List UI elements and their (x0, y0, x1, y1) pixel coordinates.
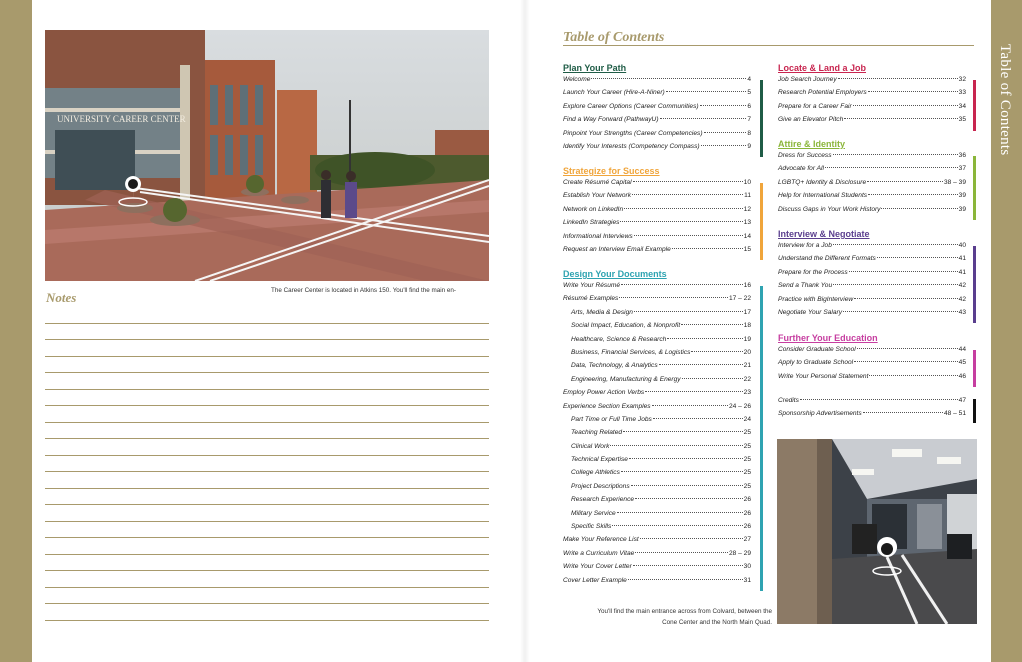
toc-entry[interactable] (563, 282, 751, 295)
toc-leader-dots (867, 181, 943, 182)
note-line[interactable] (45, 571, 489, 588)
toc-entry-page: 37 (958, 165, 966, 173)
toc-entry[interactable] (563, 179, 751, 192)
toc-entry-page: 17 (743, 308, 751, 316)
toc-leader-dots (635, 552, 728, 553)
note-line[interactable] (45, 423, 489, 440)
toc-entry[interactable] (563, 536, 751, 549)
toc-leader-dots (591, 78, 746, 79)
toc-entry[interactable] (563, 456, 751, 469)
side-tab-label: Table of Contents (997, 44, 1013, 156)
notes-title: Notes (46, 290, 77, 305)
toc-entry-page: 41 (958, 268, 966, 276)
note-line[interactable] (45, 324, 489, 341)
toc-entry[interactable] (778, 152, 966, 165)
toc-entry-page: 39 (958, 205, 966, 213)
toc-entry-label: Advocate for All (778, 165, 824, 173)
toc-entry[interactable] (563, 309, 751, 322)
note-line[interactable] (45, 472, 489, 489)
photo-caption-left: The Career Center is located in Atkins 150. You'll find the main en- (271, 287, 456, 294)
toc-entry-page: 45 (958, 359, 966, 367)
toc-section-title[interactable]: Interview & Negotiate (778, 229, 870, 239)
toc-leader-dots (633, 565, 743, 566)
toc-entry[interactable] (563, 523, 751, 536)
toc-section-color-bar (760, 183, 763, 260)
toc-leader-dots (869, 375, 957, 376)
toc-leader-dots (635, 498, 743, 499)
toc-section-color-bar (973, 80, 976, 131)
note-line[interactable] (45, 604, 489, 621)
toc-entry-label: Pinpoint Your Strengths (Career Competencies) (563, 129, 703, 137)
toc-entry[interactable] (778, 309, 966, 322)
toc-entry[interactable] (563, 219, 751, 232)
toc-entry-label: Sponsorship Advertisements (778, 410, 862, 418)
toc-leader-dots (833, 154, 958, 155)
toc-entry-page: 21 (743, 362, 751, 370)
note-line[interactable] (45, 373, 489, 390)
toc-entry-page: 12 (743, 205, 751, 213)
toc-entry[interactable] (778, 76, 966, 89)
toc-entry-label: Arts, Media & Design (571, 308, 633, 316)
toc-leader-dots (666, 91, 747, 92)
toc-entry-label: Informational Interviews (563, 232, 633, 240)
toc-section-title[interactable]: Attire & Identity (778, 139, 846, 149)
toc-section-color-bar (973, 156, 976, 220)
note-line[interactable] (45, 505, 489, 522)
toc-entry-label: Establish Your Network (563, 192, 632, 200)
toc-leader-dots (843, 311, 958, 312)
toc-entry-page: 33 (958, 89, 966, 97)
toc-entry-page: 13 (743, 219, 751, 227)
toc-leader-dots (833, 284, 958, 285)
toc-entry-page: 39 (958, 192, 966, 200)
toc-entry[interactable] (563, 550, 751, 563)
caption-line: Cone Center and the North Main Quad. (662, 619, 772, 626)
toc-section-color-bar (973, 350, 976, 387)
toc-leader-dots (621, 471, 743, 472)
toc-leader-dots (634, 311, 743, 312)
toc-leader-dots (619, 297, 728, 298)
toc-entry[interactable] (778, 103, 966, 116)
toc-entry[interactable] (563, 416, 751, 429)
toc-entry[interactable] (563, 116, 751, 129)
toc-leader-dots (617, 512, 743, 513)
toc-entry-label: Employ Power Action Verbs (563, 389, 645, 397)
note-line[interactable] (45, 439, 489, 456)
toc-leader-dots (854, 361, 958, 362)
toc-entry[interactable] (563, 577, 751, 590)
toc-entry[interactable] (563, 403, 751, 416)
toc-entry[interactable] (778, 269, 966, 282)
toc-entry-page: 35 (958, 116, 966, 124)
toc-entry-label: Consider Graduate School (778, 346, 856, 353)
toc-leader-dots (833, 244, 958, 245)
toc-entry-label: Engineering, Manufacturing & Energy (571, 375, 681, 383)
toc-section (778, 333, 966, 386)
toc-entry-page: 25 (743, 429, 751, 437)
toc-entry-label: Cover Letter Example (563, 576, 627, 584)
toc-entry-page: 22 (743, 375, 751, 383)
toc-entry-page: 25 (743, 442, 751, 450)
toc-entry[interactable] (563, 192, 751, 205)
toc-entry-label: Apply to Graduate School (778, 359, 854, 367)
toc-entry-label: Résumé Examples (563, 295, 619, 303)
toc-section-title[interactable]: Design Your Documents (563, 269, 667, 279)
toc-entry[interactable] (778, 206, 966, 219)
toc-entry-page: 23 (743, 389, 751, 397)
toc-entry[interactable] (563, 510, 751, 523)
toc-entry-label: Prepare for the Process (778, 268, 848, 276)
toc-entry-label: Part Time or Full Time Jobs (571, 415, 652, 423)
toc-section-title[interactable]: Locate & Land a Job (778, 63, 867, 73)
toc-leader-dots (682, 378, 743, 379)
toc-entry-label: Dress for Success (778, 152, 832, 159)
toc-entry-label: Create Résumé Capital (563, 179, 632, 186)
toc-entry[interactable] (778, 192, 966, 205)
toc-entry[interactable] (563, 389, 751, 402)
toc-entry-label: Teaching Related (571, 429, 623, 437)
toc-entry-page: 26 (743, 509, 751, 517)
toc-entry-page: 19 (743, 335, 751, 343)
toc-section-color-bar (760, 286, 763, 591)
toc-entry-label: Research Potential Employers (778, 89, 867, 97)
toc-leader-dots (660, 118, 747, 119)
note-line[interactable] (45, 522, 489, 539)
toc-entry-page: 4 (747, 76, 751, 83)
toc-entry[interactable] (563, 103, 751, 116)
toc-entry[interactable] (563, 469, 751, 482)
toc-entry-label: Data, Technology, & Analytics (571, 362, 658, 370)
toc-entry[interactable] (563, 295, 751, 308)
note-line[interactable] (45, 538, 489, 555)
toc-entry-page: 5 (747, 89, 751, 97)
toc-entry[interactable] (778, 179, 966, 192)
toc-leader-dots (632, 194, 743, 195)
toc-entry-page: 30 (743, 563, 751, 571)
toc-leader-dots (667, 338, 742, 339)
toc-entry-page: 14 (743, 232, 751, 240)
toc-leader-dots (691, 351, 742, 352)
toc-leader-dots (623, 431, 743, 432)
toc-entry-page: 25 (743, 469, 751, 477)
toc-entry[interactable] (563, 362, 751, 375)
toc-entry[interactable] (563, 496, 751, 509)
toc-leader-dots (868, 194, 958, 195)
toc-entry-page: 11 (744, 192, 751, 200)
toc-entry-page: 24 – 26 (729, 402, 751, 410)
toc-entry[interactable] (778, 397, 966, 410)
toc-entry-page: 26 (743, 523, 751, 531)
toc-entry-label: Network on LinkedIn (563, 205, 624, 213)
toc-entry-label: Help for International Students (778, 192, 868, 200)
toc-entry[interactable] (778, 116, 966, 129)
toc-entry-page: 36 (958, 152, 966, 159)
photo-caption-right (520, 606, 772, 628)
toc-entry-page: 17 – 22 (729, 295, 751, 303)
toc-section-title[interactable]: Further Your Education (778, 333, 878, 343)
toc-entry[interactable] (778, 359, 966, 372)
toc-entry[interactable] (778, 165, 966, 178)
notes-lines (45, 307, 489, 621)
career-center-exterior-photo (45, 30, 489, 281)
note-line[interactable] (45, 390, 489, 407)
note-line[interactable] (45, 307, 489, 324)
toc-leader-dots (704, 132, 747, 133)
side-tab[interactable] (991, 0, 1022, 662)
toc-leader-dots (624, 208, 743, 209)
toc-entry-page: 46 (958, 372, 966, 380)
toc-entry-page: 6 (747, 102, 751, 110)
note-line[interactable] (45, 340, 489, 357)
toc-leader-dots (854, 298, 958, 299)
toc-entry-label: Negotiate Your Salary (778, 308, 843, 316)
toc-entry-label: Identify Your Interests (Competency Compass) (563, 142, 700, 150)
building-sign: UNIVERSITY CAREER CENTER (57, 114, 186, 124)
toc-leader-dots (631, 485, 743, 486)
toc-entry-page: 20 (743, 348, 751, 356)
toc-entry-label: Interview for a Job (778, 242, 832, 249)
toc-entry[interactable] (563, 563, 751, 576)
toc-entry[interactable] (563, 429, 751, 442)
toc-entry[interactable] (778, 242, 966, 255)
toc-leader-dots (800, 399, 958, 400)
toc-entry[interactable] (778, 89, 966, 102)
toc-entry-label: Specific Skills (571, 523, 612, 531)
toc-entry[interactable] (563, 89, 751, 102)
toc-leader-dots (868, 91, 958, 92)
toc-entry-label: LinkedIn Strategies (563, 219, 620, 227)
toc-leader-dots (857, 348, 958, 349)
toc-leader-dots (863, 412, 943, 413)
toc-entry[interactable] (563, 206, 751, 219)
toc-leader-dots (659, 364, 743, 365)
toc-entry-label: Technical Expertise (571, 456, 628, 464)
toc-leader-dots (853, 105, 958, 106)
toc-entry-label: Clinical Work (571, 442, 610, 450)
toc-entry-page: 25 (743, 456, 751, 464)
toc-entry-label: Write Your Personal Statement (778, 372, 869, 380)
toc-section-title[interactable]: Strategize for Success (563, 166, 660, 176)
toc-section (778, 229, 966, 322)
toc-entry[interactable] (563, 130, 751, 143)
toc-entry-label: Practice with BigInterview (778, 295, 854, 303)
note-line[interactable] (45, 588, 489, 605)
toc-entry[interactable] (778, 296, 966, 309)
toc-entry-label: College Athletics (571, 469, 620, 477)
toc-entry-page: 34 (958, 102, 966, 110)
toc-entry-label: Military Service (571, 509, 616, 517)
toc-entry[interactable] (563, 483, 751, 496)
toc-entry-label: Understand the Different Formats (778, 255, 876, 263)
toc-entry[interactable] (563, 336, 751, 349)
toc-leader-dots (844, 118, 957, 119)
toc-entry[interactable] (563, 376, 751, 389)
toc-entry-label: Write Your Résumé (563, 282, 621, 289)
toc-entry-label: Prepare for a Career Fair (778, 102, 852, 110)
caption-line: You'll find the main entrance across from Colvard, between the (597, 608, 772, 615)
toc-entry-label: Explore Career Options (Career Communities) (563, 102, 699, 110)
toc-entry[interactable] (563, 349, 751, 362)
toc-leader-dots (700, 105, 747, 106)
toc-section (778, 63, 966, 130)
toc-entry-page: 18 (743, 322, 751, 330)
toc-title-rule (563, 45, 974, 46)
toc-entry-label: Give an Elevator Pitch (778, 116, 844, 124)
toc-leader-dots (610, 445, 742, 446)
toc-entry-page: 27 (743, 536, 751, 544)
career-center-interior-photo (777, 439, 977, 624)
toc-entry-page: 43 (958, 308, 966, 316)
toc-entry-label: LGBTQ+ Identity & Disclosure (778, 178, 867, 186)
toc-leader-dots (881, 208, 957, 209)
note-line[interactable] (45, 357, 489, 374)
toc-leader-dots (681, 324, 742, 325)
toc-entry-page: 42 (958, 295, 966, 303)
toc-entry-page: 25 (743, 482, 751, 490)
toc-entry-label: Write Your Cover Letter (563, 563, 632, 571)
toc-entry-page: 40 (958, 242, 966, 249)
toc-entry-page: 9 (747, 142, 751, 150)
note-line[interactable] (45, 555, 489, 572)
toc-entry-label: Business, Financial Services, & Logistics (571, 348, 691, 356)
toc-entry-page: 10 (743, 179, 751, 186)
toc-section (778, 397, 966, 424)
toc-section (778, 139, 966, 219)
toc-entry-label: Research Experience (571, 496, 635, 504)
toc-entry-label: Healthcare, Science & Research (571, 335, 667, 343)
toc-entry[interactable] (778, 255, 966, 268)
toc-entry-page: 44 (958, 346, 966, 353)
toc-entry-page: 32 (958, 76, 966, 83)
toc-section-color-bar (973, 246, 976, 323)
toc-entry[interactable] (563, 143, 751, 156)
book-spine (520, 0, 530, 662)
toc-entry-label: Social Impact, Education, & Nonprofit (571, 322, 681, 330)
toc-leader-dots (633, 181, 743, 182)
toc-leader-dots (825, 167, 958, 168)
toc-leader-dots (629, 458, 743, 459)
toc-leader-dots (838, 78, 958, 79)
toc-entry-page: 28 – 29 (729, 549, 751, 557)
toc-entry-page: 42 (958, 282, 966, 290)
toc-entry[interactable] (778, 346, 966, 359)
toc-entry-label: Find a Way Forward (PathwayU) (563, 116, 659, 124)
toc-entry-page: 16 (743, 282, 751, 289)
toc-entry-page: 48 – 51 (944, 410, 966, 418)
toc-entry[interactable] (563, 443, 751, 456)
toc-section (563, 269, 751, 590)
toc-entry-page: 26 (743, 496, 751, 504)
toc-entry-page: 38 – 39 (944, 178, 966, 186)
toc-section-color-bar (760, 80, 763, 157)
toc-entry-label: Make Your Reference List (563, 536, 639, 544)
toc-entry[interactable] (778, 282, 966, 295)
note-line[interactable] (45, 489, 489, 506)
toc-title: Table of Contents (563, 30, 665, 45)
toc-entry-page: 15 (743, 245, 751, 253)
toc-entry-label: Job Search Journey (778, 76, 837, 83)
toc-section-title[interactable]: Plan Your Path (563, 63, 627, 73)
toc-leader-dots (645, 391, 742, 392)
toc-entry-page: 8 (747, 129, 751, 137)
toc-section (563, 63, 751, 156)
toc-entry-label: Welcome (563, 76, 591, 83)
toc-leader-dots (620, 221, 742, 222)
toc-leader-dots (652, 405, 728, 406)
toc-leader-dots (640, 538, 743, 539)
toc-leader-dots (634, 235, 743, 236)
toc-entry-label: Credits (778, 397, 799, 404)
toc-entry[interactable] (563, 246, 751, 259)
toc-entry-page: 41 (958, 255, 966, 263)
toc-entry-page: 24 (743, 415, 751, 423)
toc-section-color-bar (973, 399, 976, 423)
toc-entry[interactable] (778, 410, 966, 423)
toc-leader-dots (701, 145, 747, 146)
toc-leader-dots (672, 248, 743, 249)
toc-entry-label: Experience Section Examples (563, 402, 651, 410)
toc-entry[interactable] (563, 322, 751, 335)
toc-entry-label: Project Descriptions (571, 482, 630, 490)
toc-leader-dots (612, 525, 742, 526)
toc-section (563, 166, 751, 259)
toc-leader-dots (849, 271, 958, 272)
toc-entry[interactable] (778, 373, 966, 386)
note-line[interactable] (45, 456, 489, 473)
toc-entry-page: 47 (958, 397, 966, 404)
toc-entry-page: 31 (743, 576, 751, 584)
toc-entry-label: Discuss Gaps in Your Work History (778, 205, 881, 213)
toc-leader-dots (653, 418, 743, 419)
toc-entry-label: Launch Your Career (Hire-A-Niner) (563, 89, 665, 97)
note-line[interactable] (45, 406, 489, 423)
toc-entry-label: Send a Thank You (778, 282, 833, 290)
toc-entry-page: 7 (747, 116, 751, 124)
toc-entry[interactable] (563, 76, 751, 89)
toc-leader-dots (877, 257, 958, 258)
toc-entry-label: Request an Interview Email Example (563, 245, 671, 253)
toc-entry-label: Write a Curriculum Vitae (563, 549, 635, 557)
toc-leader-dots (621, 284, 743, 285)
toc-entry[interactable] (563, 233, 751, 246)
toc-leader-dots (628, 579, 743, 580)
